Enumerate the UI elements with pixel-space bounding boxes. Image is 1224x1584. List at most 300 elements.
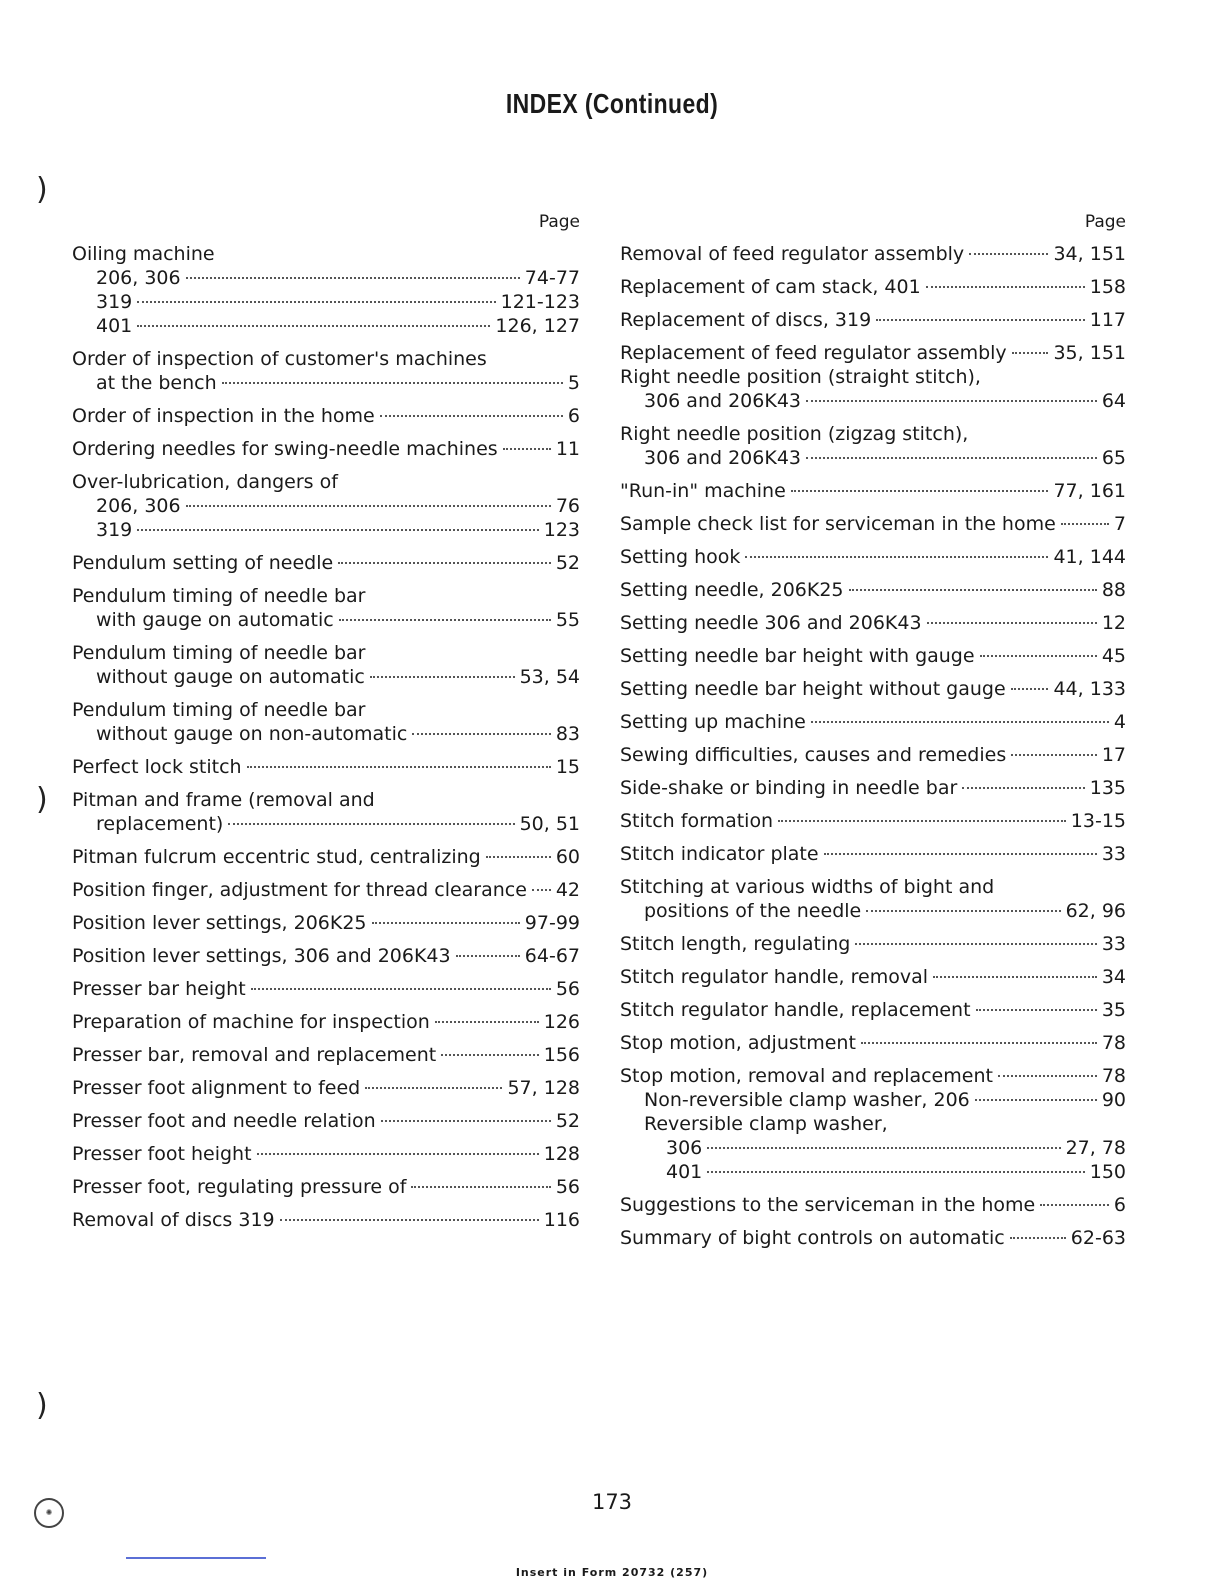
index-page-ref: 53, 54	[519, 666, 580, 688]
index-page-ref: 56	[555, 1176, 580, 1198]
index-term: Order of inspection of customer's machines	[72, 348, 487, 370]
index-term: Stitch formation	[620, 810, 774, 832]
index-term: 401	[666, 1161, 703, 1183]
leader-dots	[380, 415, 563, 417]
index-line	[620, 932, 1126, 956]
leader-dots	[824, 853, 1097, 855]
index-line	[72, 722, 580, 746]
index-page-ref: 45	[1101, 645, 1126, 667]
index-term: Removal of discs 319	[72, 1209, 275, 1231]
index-line	[620, 899, 1126, 923]
index-page-ref: 52	[555, 1110, 580, 1132]
index-term: Stitching at various widths of bight and	[620, 876, 995, 898]
leader-dots	[365, 1087, 502, 1089]
index-line	[72, 944, 580, 968]
index-term: Stop motion, removal and replacement	[620, 1065, 993, 1087]
index-term: Suggestions to the serviceman in the home	[620, 1194, 1036, 1216]
index-line	[620, 422, 1126, 446]
union-label-seal-icon: ✺	[34, 1498, 64, 1528]
index-entry	[72, 944, 580, 968]
index-term: Replacement of feed regulator assembly	[620, 342, 1007, 364]
page-title: INDEX (Continued)	[505, 88, 719, 119]
index-page-ref: 52	[555, 552, 580, 574]
index-line	[620, 1136, 1126, 1160]
index-entry	[72, 242, 580, 338]
index-page-ref: 123	[543, 519, 580, 541]
leader-dots	[222, 382, 563, 384]
index-page-ref: 27, 78	[1065, 1137, 1126, 1159]
leader-dots	[251, 988, 551, 990]
index-line	[72, 518, 580, 542]
index-entry	[620, 422, 1126, 470]
index-entry	[620, 809, 1126, 833]
index-term: Pendulum timing of needle bar	[72, 642, 366, 664]
index-line	[620, 1193, 1126, 1217]
index-line	[620, 842, 1126, 866]
index-page-ref: 56	[555, 978, 580, 1000]
leader-dots	[707, 1171, 1084, 1173]
index-page-ref: 35	[1101, 999, 1126, 1021]
index-page-ref: 4	[1113, 711, 1126, 733]
index-line	[620, 1112, 1126, 1136]
index-term: Setting needle 306 and 206K43	[620, 612, 922, 634]
index-entry	[620, 776, 1126, 800]
index-term: Setting up machine	[620, 711, 806, 733]
leader-dots	[257, 1153, 539, 1155]
index-line	[72, 812, 580, 836]
index-entry	[620, 1193, 1126, 1217]
index-line	[72, 755, 580, 779]
index-entry	[620, 308, 1126, 332]
index-page-ref: 60	[555, 846, 580, 868]
index-entry	[620, 275, 1126, 299]
index-entry	[72, 911, 580, 935]
index-term: Sewing difficulties, causes and remedies	[620, 744, 1007, 766]
index-term: Presser foot alignment to feed	[72, 1077, 361, 1099]
leader-dots	[1040, 1204, 1109, 1206]
leader-dots	[372, 922, 520, 924]
index-line	[72, 698, 580, 722]
index-term: Stitch length, regulating	[620, 933, 851, 955]
index-line	[72, 845, 580, 869]
index-page-ref: 76	[555, 495, 580, 517]
index-entry	[72, 788, 580, 836]
index-term: Pitman and frame (removal and	[72, 789, 375, 811]
index-page-ref: 121-123	[500, 291, 580, 313]
index-page-ref: 13-15	[1070, 810, 1126, 832]
index-page-ref: 35, 151	[1053, 342, 1126, 364]
leader-dots	[933, 976, 1097, 978]
index-line	[72, 1043, 580, 1067]
index-page-ref: 126	[543, 1011, 580, 1033]
index-term: Setting needle bar height without gauge	[620, 678, 1006, 700]
index-entry	[620, 611, 1126, 635]
index-page-ref: 33	[1101, 933, 1126, 955]
index-term: 401	[96, 315, 133, 337]
index-term: Stop motion, adjustment	[620, 1032, 856, 1054]
leader-dots	[1012, 352, 1049, 354]
index-term: 206, 306	[96, 495, 181, 517]
index-entry	[72, 1175, 580, 1199]
index-term: without gauge on automatic	[96, 666, 365, 688]
index-term: Position lever settings, 306 and 206K43	[72, 945, 451, 967]
leader-dots	[969, 253, 1048, 255]
leader-dots	[1011, 688, 1049, 690]
index-entry	[620, 242, 1126, 266]
index-term: Presser foot and needle relation	[72, 1110, 376, 1132]
index-entry	[620, 743, 1126, 767]
leader-dots	[707, 1147, 1060, 1149]
index-entry	[72, 641, 580, 689]
index-page-ref: 64-67	[524, 945, 580, 967]
index-term: with gauge on automatic	[96, 609, 334, 631]
index-term: Removal of feed regulator assembly	[620, 243, 965, 265]
index-line	[620, 965, 1126, 989]
index-line	[72, 551, 580, 575]
index-page-ref: 74-77	[524, 267, 580, 289]
index-term: Preparation of machine for inspection	[72, 1011, 430, 1033]
index-line	[620, 611, 1126, 635]
decorative-rule	[126, 1557, 266, 1559]
leader-dots	[998, 1075, 1097, 1077]
leader-dots	[532, 889, 551, 891]
index-entry	[72, 1142, 580, 1166]
leader-dots	[411, 1186, 550, 1188]
index-line	[72, 1076, 580, 1100]
index-line	[620, 479, 1126, 503]
index-line	[620, 446, 1126, 470]
index-column-left	[72, 212, 580, 1241]
index-entry	[72, 551, 580, 575]
leader-dots	[137, 325, 490, 327]
index-term: Right needle position (zigzag stitch),	[620, 423, 969, 445]
index-line	[620, 644, 1126, 668]
page-column-header: Page	[538, 212, 580, 232]
index-line	[620, 710, 1126, 734]
leader-dots	[503, 448, 551, 450]
index-term: Presser foot, regulating pressure of	[72, 1176, 407, 1198]
index-term: Stitch indicator plate	[620, 843, 819, 865]
index-term: Summary of bight controls on automatic	[620, 1227, 1005, 1249]
index-term: Perfect lock stitch	[72, 756, 242, 778]
index-line	[620, 1088, 1126, 1112]
index-entry	[72, 878, 580, 902]
leader-dots	[975, 1099, 1097, 1101]
index-entry	[72, 1076, 580, 1100]
leader-dots	[228, 823, 514, 825]
index-line	[72, 584, 580, 608]
index-term: Non-reversible clamp washer, 206	[644, 1089, 970, 1111]
leader-dots	[745, 556, 1048, 558]
index-term: Setting hook	[620, 546, 741, 568]
index-line	[72, 266, 580, 290]
leader-dots	[849, 589, 1097, 591]
index-page-ref: 50, 51	[519, 813, 580, 835]
index-entry	[72, 470, 580, 542]
index-entry	[620, 710, 1126, 734]
index-term: 319	[96, 519, 133, 541]
index-entry	[72, 698, 580, 746]
index-term: 319	[96, 291, 133, 313]
index-page-ref: 6	[1113, 1194, 1126, 1216]
leader-dots	[876, 319, 1085, 321]
index-term: Position finger, adjustment for thread clearance	[72, 879, 527, 901]
leader-dots	[137, 301, 495, 303]
index-line	[620, 776, 1126, 800]
leader-dots	[339, 619, 551, 621]
index-term: Presser bar, removal and replacement	[72, 1044, 437, 1066]
index-line	[72, 290, 580, 314]
index-term: Replacement of cam stack, 401	[620, 276, 921, 298]
leader-dots	[926, 286, 1085, 288]
index-line	[620, 1064, 1126, 1088]
index-term: Position lever settings, 206K25	[72, 912, 367, 934]
index-term: 306 and 206K43	[644, 390, 801, 412]
leader-dots	[137, 529, 538, 531]
index-term: Setting needle, 206K25	[620, 579, 844, 601]
index-entry	[620, 875, 1126, 923]
leader-dots	[435, 1021, 539, 1023]
index-term: Reversible clamp washer,	[644, 1113, 888, 1135]
index-line	[620, 743, 1126, 767]
index-page-ref: 117	[1089, 309, 1126, 331]
index-line	[72, 878, 580, 902]
index-page-ref: 128	[543, 1143, 580, 1165]
index-page-ref: 64	[1101, 390, 1126, 412]
index-entry	[72, 347, 580, 395]
index-line	[72, 788, 580, 812]
index-line	[72, 347, 580, 371]
leader-dots	[456, 955, 520, 957]
index-entry	[620, 1226, 1126, 1250]
index-line	[72, 314, 580, 338]
index-entry	[620, 677, 1126, 701]
binding-hole-mark-top: )	[36, 172, 48, 207]
index-entry	[620, 932, 1126, 956]
index-entries-left	[72, 242, 580, 1232]
index-line	[620, 677, 1126, 701]
index-line	[620, 1160, 1126, 1184]
index-line	[620, 809, 1126, 833]
index-line	[620, 545, 1126, 569]
index-term: positions of the needle	[644, 900, 862, 922]
index-line	[620, 365, 1126, 389]
index-page-ref: 156	[543, 1044, 580, 1066]
index-line	[72, 977, 580, 1001]
index-term: 206, 306	[96, 267, 181, 289]
leader-dots	[778, 820, 1066, 822]
leader-dots	[811, 721, 1109, 723]
index-line	[72, 404, 580, 428]
index-page-ref: 6	[567, 405, 580, 427]
index-page-ref: 90	[1101, 1089, 1126, 1111]
index-line	[72, 641, 580, 665]
index-page-ref: 97-99	[524, 912, 580, 934]
index-page-ref: 11	[555, 438, 580, 460]
index-entry	[72, 845, 580, 869]
index-page-ref: 44, 133	[1053, 678, 1126, 700]
index-term: Pendulum timing of needle bar	[72, 585, 366, 607]
index-line	[72, 1109, 580, 1133]
index-line	[72, 1142, 580, 1166]
index-entry	[620, 842, 1126, 866]
index-line	[620, 875, 1126, 899]
leader-dots	[962, 787, 1084, 789]
index-term: Stitch regulator handle, replacement	[620, 999, 971, 1021]
index-page-ref: 34	[1101, 966, 1126, 988]
index-line	[72, 608, 580, 632]
index-entry	[72, 755, 580, 779]
index-term: Sample check list for serviceman in the home	[620, 513, 1056, 535]
index-page-ref: 62, 96	[1065, 900, 1126, 922]
index-line	[620, 578, 1126, 602]
page-column-header: Page	[1084, 212, 1126, 232]
index-term: Stitch regulator handle, removal	[620, 966, 929, 988]
index-page-ref: 88	[1101, 579, 1126, 601]
leader-dots	[441, 1054, 538, 1056]
index-term: Right needle position (straight stitch),	[620, 366, 981, 388]
index-page-ref: 78	[1101, 1065, 1126, 1087]
index-term: replacement)	[96, 813, 224, 835]
leader-dots	[866, 910, 1060, 912]
index-term: Ordering needles for swing-needle machines	[72, 438, 498, 460]
leader-dots	[381, 1120, 551, 1122]
index-page-ref: 12	[1101, 612, 1126, 634]
index-entry	[72, 1010, 580, 1034]
leader-dots	[791, 490, 1049, 492]
leader-dots	[1010, 1237, 1066, 1239]
index-term: Over-lubrication, dangers of	[72, 471, 338, 493]
leader-dots	[976, 1009, 1097, 1011]
leader-dots	[1011, 754, 1097, 756]
index-entry	[620, 578, 1126, 602]
index-line	[620, 308, 1126, 332]
index-page-ref: 158	[1089, 276, 1126, 298]
index-line	[620, 242, 1126, 266]
index-page-ref: 33	[1101, 843, 1126, 865]
index-page-ref: 7	[1113, 513, 1126, 535]
index-entries-right	[620, 242, 1126, 1250]
index-page-ref: 42	[555, 879, 580, 901]
index-line	[72, 1175, 580, 1199]
index-line	[72, 494, 580, 518]
index-page-ref: 83	[555, 723, 580, 745]
index-entry	[620, 644, 1126, 668]
index-page-ref: 126, 127	[495, 315, 580, 337]
leader-dots	[486, 856, 551, 858]
index-line	[620, 1226, 1126, 1250]
index-page-ref: 77, 161	[1053, 480, 1126, 502]
leader-dots	[806, 457, 1097, 459]
form-footer: Insert in Form 20732 (257)	[515, 1566, 709, 1579]
index-entry	[72, 584, 580, 632]
leader-dots	[370, 676, 515, 678]
index-term: 306 and 206K43	[644, 447, 801, 469]
index-line	[620, 389, 1126, 413]
leader-dots	[806, 400, 1097, 402]
index-line	[620, 275, 1126, 299]
index-entry	[620, 545, 1126, 569]
index-page-ref: 34, 151	[1053, 243, 1126, 265]
index-page-ref: 116	[543, 1209, 580, 1231]
index-term: Presser foot height	[72, 1143, 252, 1165]
leader-dots	[186, 505, 551, 507]
index-entry	[620, 341, 1126, 413]
index-term: Side-shake or binding in needle bar	[620, 777, 958, 799]
index-line	[620, 998, 1126, 1022]
index-line	[72, 470, 580, 494]
index-line	[72, 665, 580, 689]
index-entry	[620, 479, 1126, 503]
index-page-ref: 41, 144	[1053, 546, 1126, 568]
index-page-ref: 65	[1101, 447, 1126, 469]
index-line	[72, 371, 580, 395]
index-line	[72, 1010, 580, 1034]
index-entry	[72, 977, 580, 1001]
binding-hole-mark-bottom: )	[36, 1388, 48, 1423]
leader-dots	[855, 943, 1096, 945]
leader-dots	[861, 1042, 1097, 1044]
index-page-ref: 150	[1089, 1161, 1126, 1183]
index-page-ref: 78	[1101, 1032, 1126, 1054]
leader-dots	[280, 1219, 539, 1221]
index-page-ref: 135	[1089, 777, 1126, 799]
index-page-ref: 5	[567, 372, 580, 394]
leader-dots	[247, 766, 551, 768]
index-entry	[72, 1109, 580, 1133]
index-entry	[620, 1031, 1126, 1055]
binding-hole-mark-middle: )	[36, 782, 48, 817]
index-term: without gauge on non-automatic	[96, 723, 408, 745]
leader-dots	[927, 622, 1097, 624]
index-line	[620, 341, 1126, 365]
leader-dots	[338, 562, 551, 564]
index-term: Order of inspection in the home	[72, 405, 375, 427]
index-entry	[72, 1208, 580, 1232]
index-term: Pendulum timing of needle bar	[72, 699, 366, 721]
index-page-ref: 17	[1101, 744, 1126, 766]
index-line	[620, 512, 1126, 536]
index-entry	[72, 1043, 580, 1067]
index-page-ref: 57, 128	[507, 1077, 580, 1099]
index-page-ref: 62-63	[1070, 1227, 1126, 1249]
index-term: "Run-in" machine	[620, 480, 786, 502]
index-line	[72, 1208, 580, 1232]
index-term: Pendulum setting of needle	[72, 552, 334, 574]
index-entry	[72, 404, 580, 428]
leader-dots	[186, 277, 520, 279]
index-line	[72, 911, 580, 935]
leader-dots	[412, 733, 550, 735]
index-page-ref: 15	[555, 756, 580, 778]
index-term: Replacement of discs, 319	[620, 309, 872, 331]
index-column-right	[620, 212, 1126, 1259]
index-term: Setting needle bar height with gauge	[620, 645, 975, 667]
leader-dots	[1061, 523, 1109, 525]
index-entry	[620, 998, 1126, 1022]
index-line	[620, 1031, 1126, 1055]
index-entry	[72, 437, 580, 461]
index-entry	[620, 965, 1126, 989]
index-term: 306	[666, 1137, 703, 1159]
index-term: Pitman fulcrum eccentric stud, centralizing	[72, 846, 481, 868]
index-page-ref: 55	[555, 609, 580, 631]
index-entry	[620, 512, 1126, 536]
index-line	[72, 437, 580, 461]
index-term: Presser bar height	[72, 978, 246, 1000]
index-line	[72, 242, 580, 266]
leader-dots	[980, 655, 1097, 657]
